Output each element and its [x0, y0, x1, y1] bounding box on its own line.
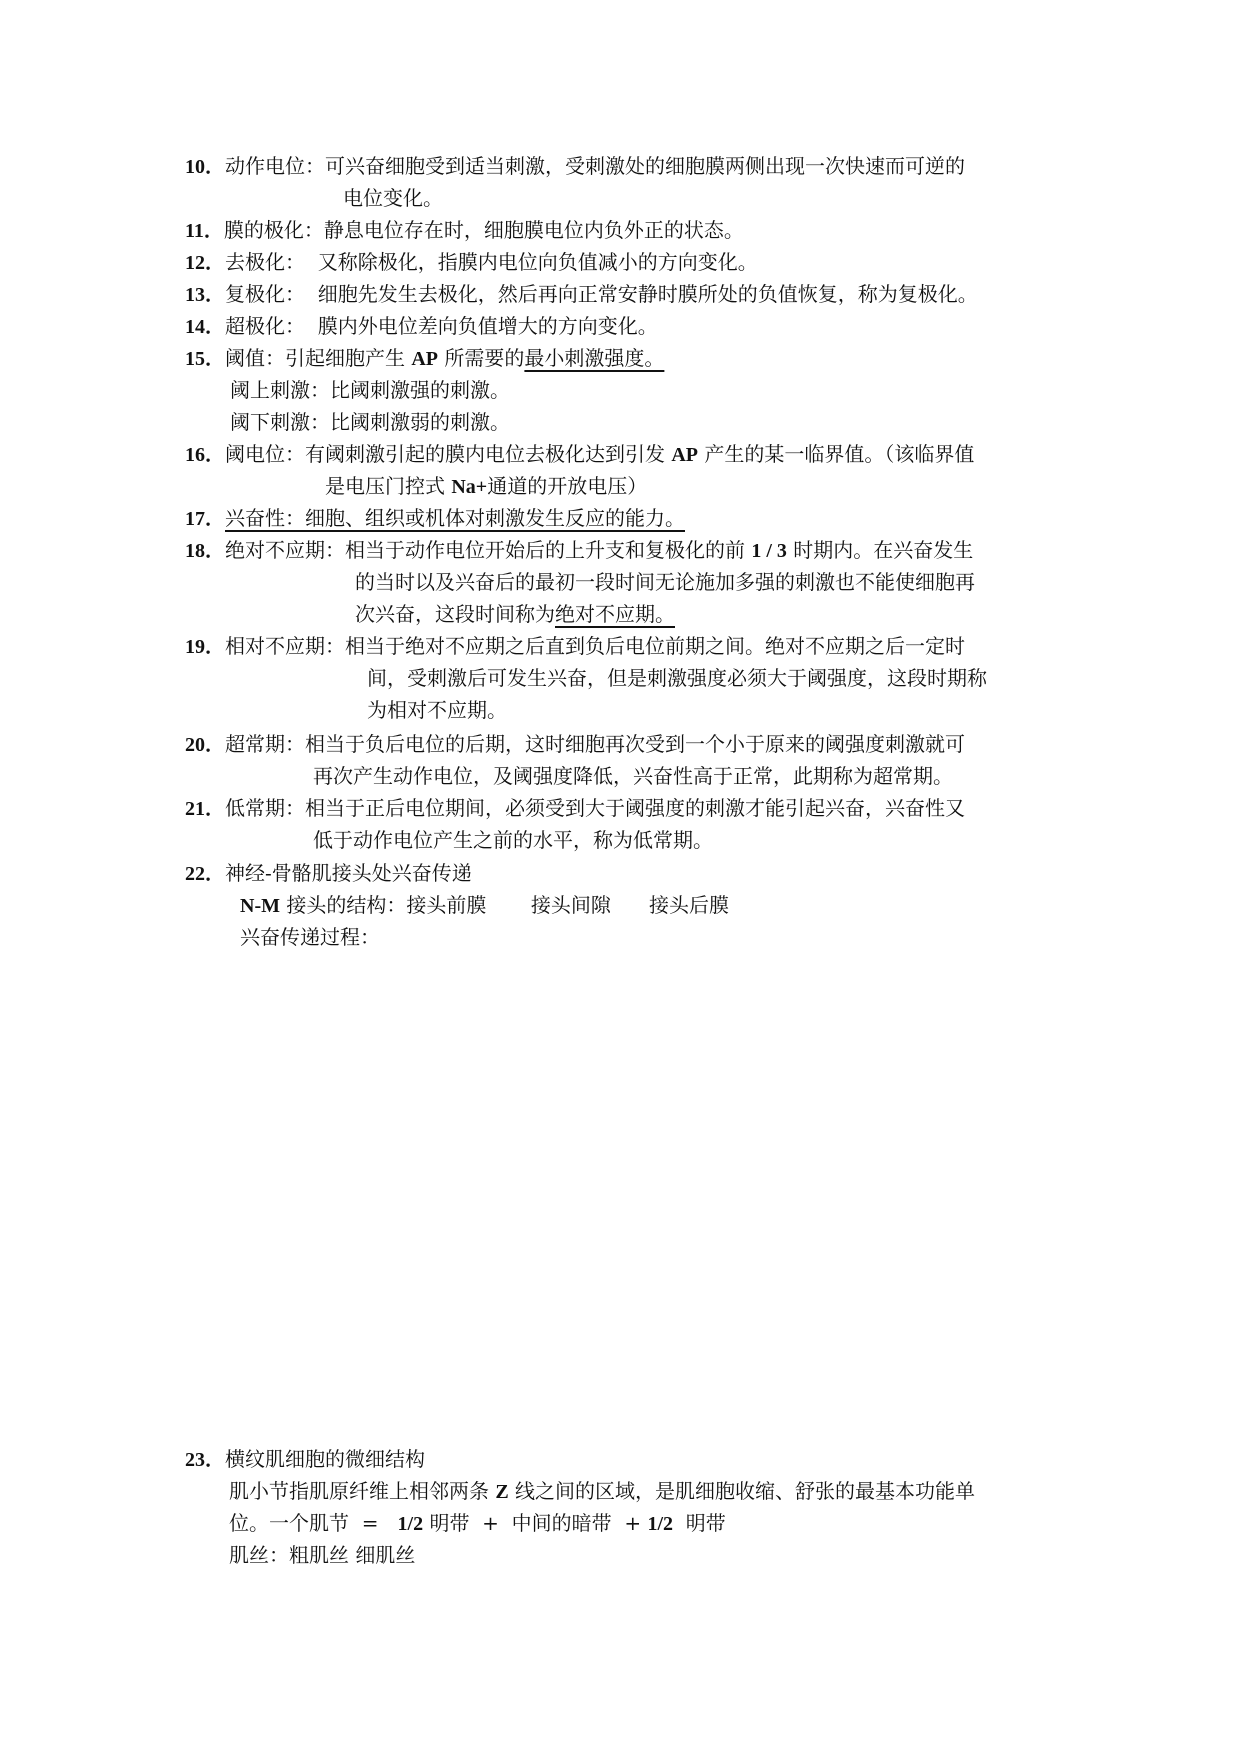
- item-22-process: 兴奋传递过程：: [240, 925, 380, 949]
- item-18-line3: 次兴奋，这段时间称为绝对不应期。: [355, 602, 675, 626]
- item-23-line1: 肌小节指肌原纤维上相邻两条 Z 线之间的区域，是肌细胞收缩、舒张的最基本功能单: [229, 1479, 976, 1503]
- item-19: 19．相对不应期：相当于绝对不应期之后直到负后电位前期之间。绝对不应期之后一定时: [185, 634, 965, 658]
- item-22: 22．神经-骨骼肌接头处兴奋传递: [185, 861, 472, 885]
- item-18-line2: 的当时以及兴奋后的最初一段时间无论施加多强的刺激也不能使细胞再: [355, 570, 975, 594]
- item-13: 13．复极化： 细胞先发生去极化，然后再向正常安静时膜所处的负值恢复，称为复极化。: [185, 282, 978, 306]
- item-19-line3: 为相对不应期。: [367, 698, 507, 722]
- item-10: 10．动作电位：可兴奋细胞受到适当刺激，受刺激处的细胞膜两侧出现一次快速而可逆的: [185, 154, 965, 178]
- item-11: 11．膜的极化：静息电位存在时，细胞膜电位内负外正的状态。: [185, 218, 744, 242]
- item-16: 16．阈电位：有阈刺激引起的膜内电位去极化达到引发 AP 产生的某一临界值。（该临界值: [185, 442, 975, 466]
- item-14: 14．超极化： 膜内外电位差向负值增大的方向变化。: [185, 314, 658, 338]
- item-21-line2: 低于动作电位产生之前的水平，称为低常期。: [313, 828, 713, 852]
- item-15-subthreshold: 阈下刺激：比阈刺激弱的刺激。: [230, 410, 510, 434]
- item-20: 20．超常期：相当于负后电位的后期，这时细胞再次受到一个小于原来的阈强度刺激就可: [185, 732, 965, 756]
- item-16-line2: 是电压门控式 Na+通道的开放电压）: [325, 474, 648, 498]
- item-10-line2: 电位变化。: [343, 186, 443, 210]
- item-17: 17．兴奋性：细胞、组织或机体对刺激发生反应的能力。: [185, 506, 685, 530]
- item-21: 21．低常期：相当于正后电位期间，必须受到大于阈强度的刺激才能引起兴奋，兴奋性又: [185, 796, 965, 820]
- item-20-line2: 再次产生动作电位，及阈强度降低，兴奋性高于正常，此期称为超常期。: [313, 764, 953, 788]
- item-19-line2: 间，受刺激后可发生兴奋，但是刺激强度必须大于阈强度，这段时期称: [367, 666, 987, 690]
- item-23-line2: 位。一个肌节 = 1/2 明带 + 中间的暗带 + 1/2 明带: [229, 1511, 726, 1535]
- item-12: 12．去极化： 又称除极化，指膜内电位向负值减小的方向变化。: [185, 250, 758, 274]
- item-22-nm-structure: N-M 接头的结构：接头前膜 接头间隙 接头后膜: [240, 893, 729, 917]
- item-23-line3: 肌丝：粗肌丝 细肌丝: [229, 1543, 416, 1567]
- item-18: 18．绝对不应期：相当于动作电位开始后的上升支和复极化的前 1 / 3 时期内。在兴奋发生: [185, 538, 974, 562]
- item-15-suprathreshold: 阈上刺激：比阈刺激强的刺激。: [230, 378, 510, 402]
- item-23: 23．横纹肌细胞的微细结构: [185, 1447, 425, 1471]
- item-15: 15．阈值：引起细胞产生 AP 所需要的最小刺激强度。: [185, 346, 665, 370]
